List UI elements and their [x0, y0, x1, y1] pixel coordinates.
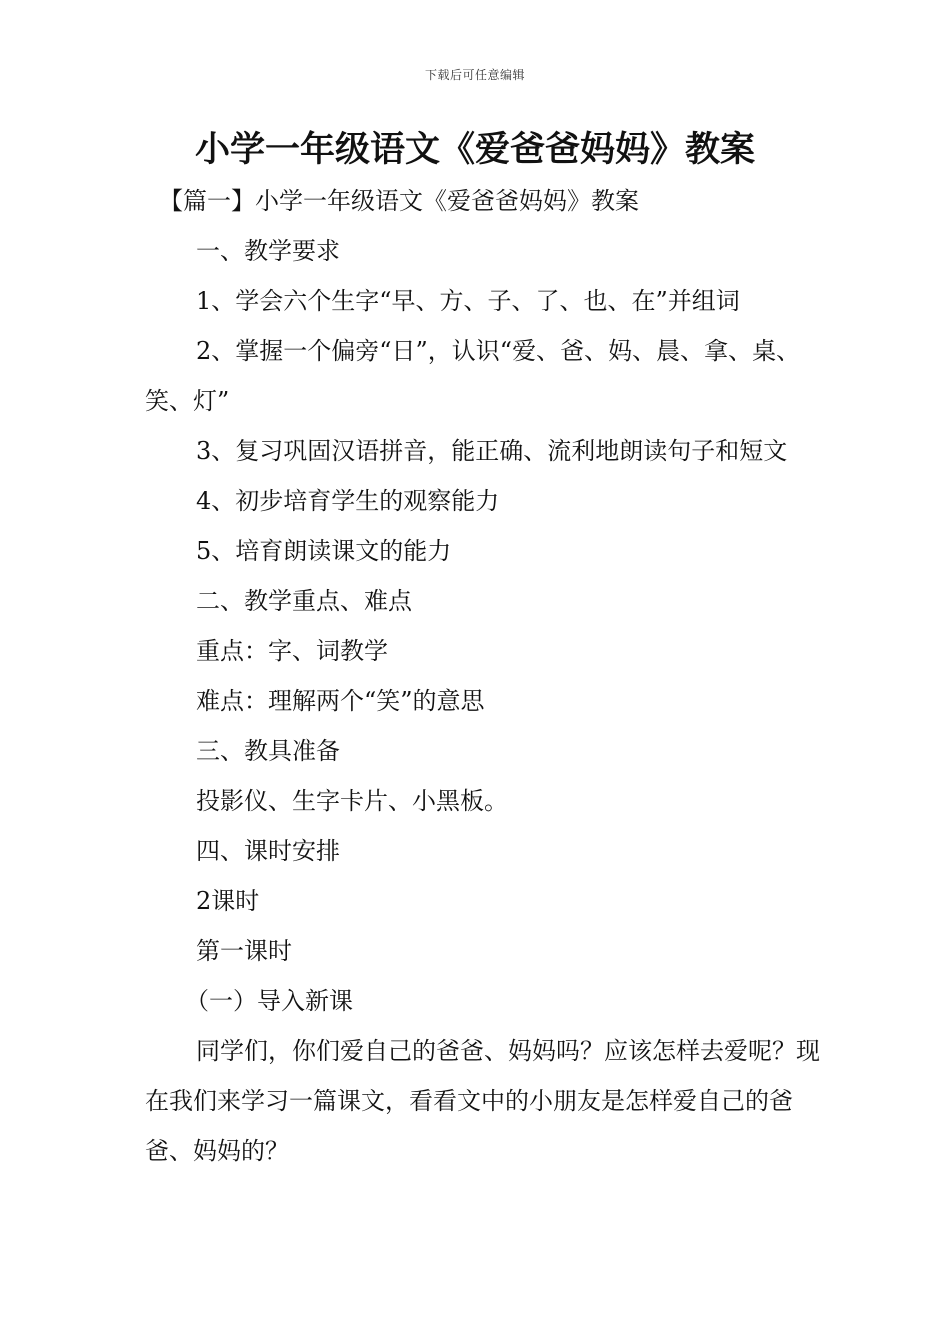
heading-key-points: 二、教学重点、难点 — [196, 587, 412, 615]
first-lesson-heading: 第一课时 — [196, 937, 292, 965]
document-title: 小学一年级语文《爱爸爸妈妈》教案 — [194, 130, 755, 170]
requirement-item-5: 5、培育朗读课文的能力 — [196, 537, 452, 565]
requirement-item-2: 2、掌握一个偏旁“日”，认识“爱、爸、妈、晨、拿、桌、笑、灯” — [145, 337, 801, 415]
heading-schedule: 四、课时安排 — [196, 837, 340, 865]
heading-teaching-requirements: 一、教学要求 — [196, 237, 340, 265]
subsection-heading-introduction: （一）导入新课 — [185, 987, 353, 1015]
requirement-item-1: 1、学会六个生字“早、方、子、了、也、在”并组词 — [196, 287, 740, 315]
key-point-text: 重点：字、词教学 — [196, 637, 388, 665]
difficult-point-text: 难点：理解两个“笑”的意思 — [196, 687, 485, 715]
heading-teaching-aids: 三、教具准备 — [196, 737, 340, 765]
section-heading: 【篇一】小学一年级语文《爱爸爸妈妈》教案 — [159, 187, 639, 215]
requirement-item-3: 3、复习巩固汉语拼音，能正确、流利地朗读句子和短文 — [196, 437, 788, 465]
page-header-note: 下载后可任意编辑 — [424, 68, 525, 82]
teaching-aids-text: 投影仪、生字卡片、小黑板。 — [196, 787, 508, 815]
document-body — [145, 176, 825, 1176]
schedule-text: 2课时 — [196, 887, 260, 915]
requirement-item-4: 4、初步培育学生的观察能力 — [196, 487, 500, 515]
introduction-paragraph: 同学们，你们爱自己的爸爸、妈妈吗？应该怎样去爱呢？现在我们来学习一篇课文，看看文中的小朋友是怎样爱自己的爸爸、妈妈的？ — [145, 1037, 820, 1165]
